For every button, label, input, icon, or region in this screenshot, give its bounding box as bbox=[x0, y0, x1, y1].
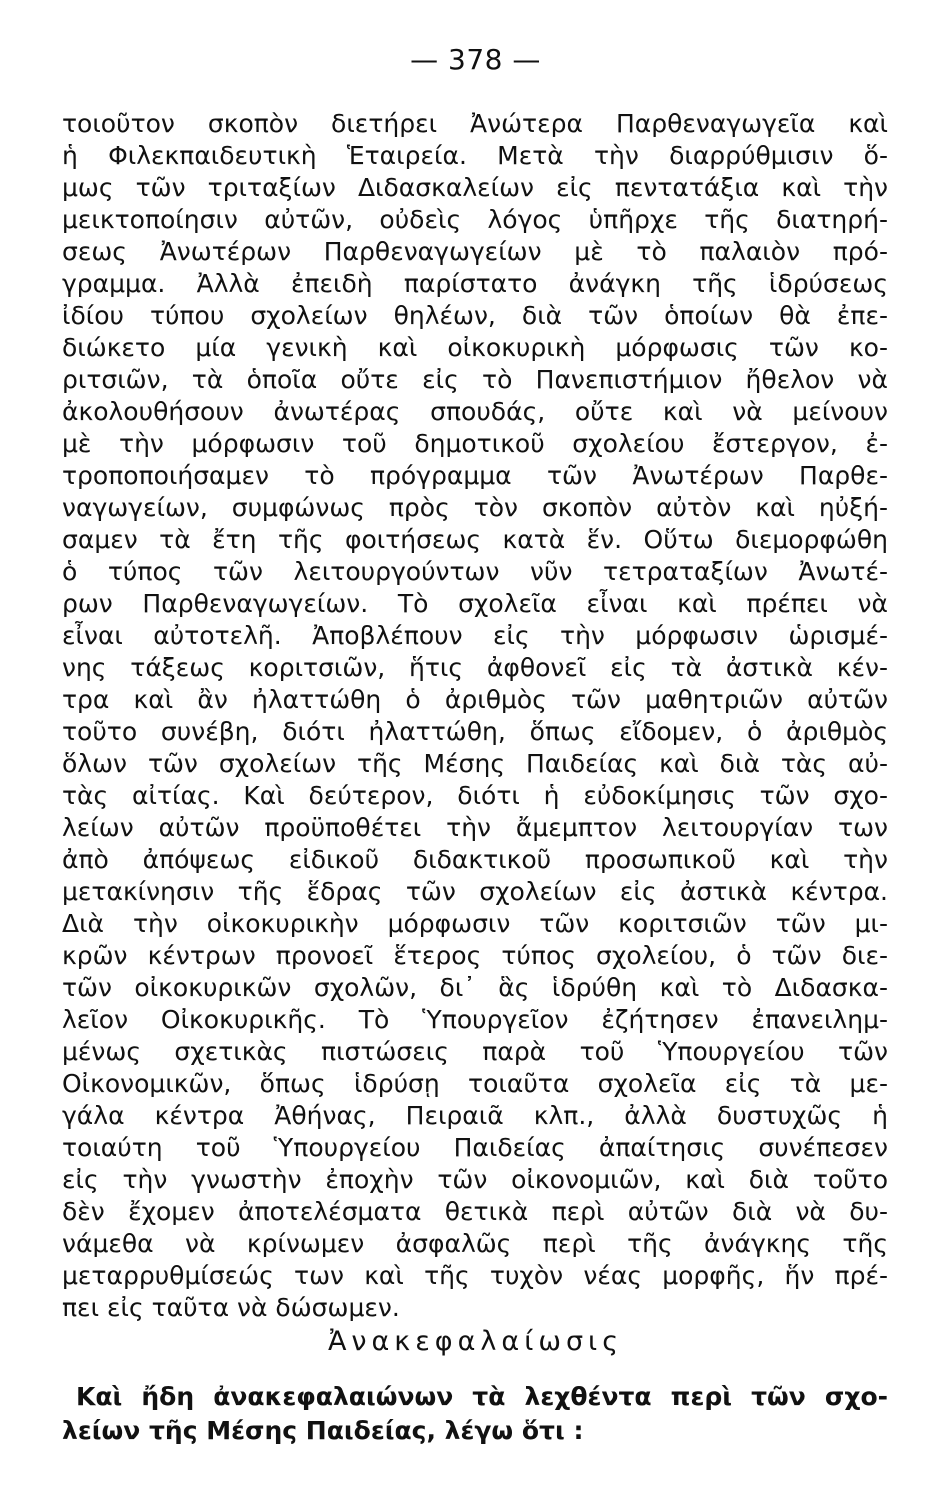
text-line: νάμεθα νὰ κρίνωμεν ἀσφαλῶς περὶ τῆς ἀνάγκης τῆς bbox=[62, 1229, 888, 1258]
text-line: Οἰκονομικῶν, ὅπως ἱδρύσῃ τοιαῦτα σχολεῖα εἰς τὰ με- bbox=[62, 1069, 888, 1098]
text-line: μεικτοποίησιν αὐτῶν, οὐδεὶς λόγος ὑπῆρχε τῆς διατηρή- bbox=[62, 205, 888, 234]
text-line: δὲν ἔχομεν ἀποτελέσματα θετικὰ περὶ αὐτῶν διὰ νὰ δυ- bbox=[62, 1197, 888, 1226]
text-line: τῶν οἰκοκυρικῶν σχολῶν, δι᾿ ἃς ἱδρύθη καὶ τὸ Διδασκα- bbox=[62, 973, 888, 1002]
text-line: μένως σχετικὰς πιστώσεις παρὰ τοῦ Ὑπουργείου τῶν bbox=[62, 1037, 888, 1066]
section-heading: Ἀνακεφαλαίωσις bbox=[327, 1326, 624, 1357]
text-line: σεως Ἀνωτέρων Παρθεναγωγείων μὲ τὸ παλαιὸν πρό- bbox=[62, 237, 888, 266]
text-line: ἡ Φιλεκπαιδευτικὴ Ἑταιρεία. Μετὰ τὴν διαρρύθμισιν ὅ- bbox=[62, 141, 888, 170]
text-line: μεταρρυθμίσεώς των καὶ τῆς τυχὸν νέας μορφῆς, ἥν πρέ- bbox=[62, 1261, 888, 1290]
text-line: ἀκολουθήσουν ἀνωτέρας σπουδάς, οὔτε καὶ νὰ μείνουν bbox=[62, 397, 888, 426]
text-line: λεῖον Οἰκοκυρικῆς. Τὸ Ὑπουργεῖον ἐζήτησεν ἐπανειλημ- bbox=[62, 1005, 888, 1034]
text-line: πει εἰς ταῦτα νὰ δώσωμεν. bbox=[62, 1293, 400, 1322]
closing-line: Καὶ ἤδη ἀνακεφαλαιώνων τὰ λεχθέντα περὶ τῶν σχο- bbox=[76, 1382, 888, 1411]
text-line: τρα καὶ ἂν ἠλαττώθη ὁ ἀριθμὸς τῶν μαθητριῶν αὐτῶν bbox=[62, 685, 888, 714]
text-line: γάλα κέντρα Ἀθήνας, Πειραιᾶ κλπ., ἀλλὰ δυστυχῶς ἡ bbox=[62, 1101, 888, 1130]
body-paragraph bbox=[62, 108, 888, 1324]
text-line: λείων αὐτῶν προϋποθέτει τὴν ἄμεμπτον λειτουργίαν των bbox=[62, 813, 888, 842]
text-line: ρων Παρθεναγωγείων. Τὸ σχολεῖα εἶναι καὶ πρέπει νὰ bbox=[62, 589, 888, 618]
text-line: εἶναι αὐτοτελῆ. Ἀποβλέπουν εἰς τὴν μόρφωσιν ὡρισμέ- bbox=[62, 621, 888, 650]
text-line: ναγωγείων, συμφώνως πρὸς τὸν σκοπὸν αὐτὸν καὶ ηὐξή- bbox=[62, 493, 888, 522]
closing-paragraph bbox=[62, 1380, 888, 1448]
text-line: μως τῶν τριταξίων Διδασκαλείων εἰς πεντατάξια καὶ τὴν bbox=[62, 173, 888, 202]
page-number: — 378 — bbox=[410, 43, 541, 76]
text-line: εἰς τὴν γνωστὴν ἐποχὴν τῶν οἰκονομιῶν, καὶ διὰ τοῦτο bbox=[62, 1165, 888, 1194]
text-line: ὁ τύπος τῶν λειτουργούντων νῦν τετραταξίων Ἀνωτέ- bbox=[62, 557, 888, 586]
text-line: σαμεν τὰ ἔτη τῆς φοιτήσεως κατὰ ἕν. Οὕτω διεμορφώθη bbox=[62, 525, 888, 554]
text-line: τοιαύτη τοῦ Ὑπουργείου Παιδείας ἀπαίτησις συνέπεσεν bbox=[62, 1133, 888, 1162]
text-line: κρῶν κέντρων προνοεῖ ἕτερος τύπος σχολείου, ὁ τῶν διε- bbox=[62, 941, 888, 970]
text-line: τοῦτο συνέβη, διότι ἠλαττώθη, ὅπως εἴδομεν, ὁ ἀριθμὸς bbox=[62, 717, 888, 746]
text-line: ἰδίου τύπου σχολείων θηλέων, διὰ τῶν ὁποίων θὰ ἐπε- bbox=[62, 301, 888, 330]
text-line: τοιοῦτον σκοπὸν διετήρει Ἀνώτερα Παρθεναγωγεῖα καὶ bbox=[62, 109, 888, 138]
text-line: νης τάξεως κοριτσιῶν, ἥτις ἀφθονεῖ εἰς τὰ ἀστικὰ κέν- bbox=[62, 653, 888, 682]
text-line: μὲ τὴν μόρφωσιν τοῦ δημοτικοῦ σχολείου ἔστεργον, ἐ- bbox=[62, 429, 888, 458]
text-line: διώκετο μία γενικὴ καὶ οἰκοκυρικὴ μόρφωσις τῶν κο- bbox=[62, 333, 888, 362]
text-line: γραμμα. Ἀλλὰ ἐπειδὴ παρίστατο ἀνάγκη τῆς ἱδρύσεως bbox=[62, 269, 888, 298]
closing-line: λείων τῆς Μέσης Παιδείας, λέγω ὅτι : bbox=[62, 1416, 584, 1445]
text-line: ὅλων τῶν σχολείων τῆς Μέσης Παιδείας καὶ διὰ τὰς αὐ- bbox=[62, 749, 888, 778]
text-line: τροποποιήσαμεν τὸ πρόγραμμα τῶν Ἀνωτέρων Παρθε- bbox=[62, 461, 888, 490]
text-line: Διὰ τὴν οἰκοκυρικὴν μόρφωσιν τῶν κοριτσιῶν τῶν μι- bbox=[62, 909, 888, 938]
text-line: τὰς αἰτίας. Καὶ δεύτερον, διότι ἡ εὐδοκίμησις τῶν σχο- bbox=[62, 781, 888, 810]
text-line: μετακίνησιν τῆς ἕδρας τῶν σχολείων εἰς ἀστικὰ κέντρα. bbox=[62, 877, 888, 906]
text-line: ἀπὸ ἀπόψεως εἰδικοῦ διδακτικοῦ προσωπικοῦ καὶ τὴν bbox=[62, 845, 888, 874]
text-line: ριτσιῶν, τὰ ὁποῖα οὔτε εἰς τὸ Πανεπιστήμιον ἤθελον νὰ bbox=[62, 365, 888, 394]
